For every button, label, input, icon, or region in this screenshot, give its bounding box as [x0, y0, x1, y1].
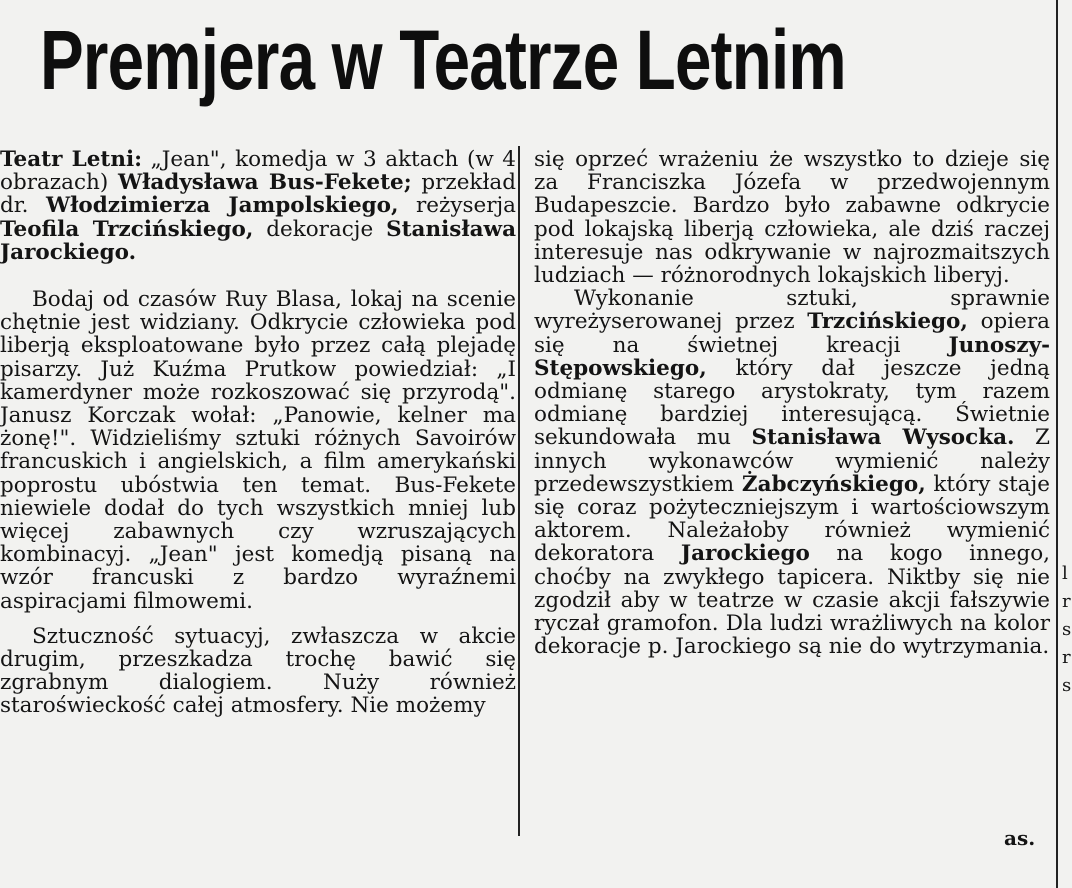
body-paragraph: Sztuczność sytuacyj, zwłaszcza w akcie drugim, przeszkadza trochę bawić się zgrabnym dialogiem. Nuży również staroświeckość całej atmosfery. Nie możemy	[0, 623, 516, 719]
author-signature: as.	[1004, 826, 1036, 850]
left-column	[0, 148, 516, 718]
headline: Premjera w Teatrze Letnim	[40, 13, 846, 107]
body-paragraph: Wykonanie sztuki, sprawnie wyreżyserowanej przez Trzcińskiego, opiera się na świetnej kreacji Junoszy-Stępowskiego, który dał jeszcze jedną odmianę starego arystokraty, tym razem odmianę bardziej interesującą. Świetnie sekundowała mu Stanisława Wysocka. Z innych wykonawców wymienić należy przedewszystkiem Żabczyńskiego, który staje się coraz pożyteczniejszym i wartościowszym aktorem. Należałoby również wymienić dekoratora Jarockiego na kogo innego, choćby na zwykłego tapicera. Niktby się nie zgodził aby w teatrze w czasie akcji fałszywie ryczał gramofon. Dla ludzi wrażliwych na kolor dekoracje p. Jarockiego są nie do wytrzymania.	[534, 286, 1051, 660]
page-edge-rule	[1056, 0, 1058, 888]
translator-name: Włodzimierza Jampolskiego,	[46, 193, 399, 219]
body-paragraph: się oprzeć wrażeniu że wszystko to dzieje się za Franciszka Józefa w przedwojennym Budapeszcie. Bardzo było zabawne odkrycie pod lokajską liberją człowieka, ale dziś raczej interesuje nas odkrywanie w najrozmaitszych ludziach — różnorodnych lokajskich liberyj.	[534, 147, 1050, 289]
column-divider	[518, 146, 520, 836]
theatre-name: Teatr Letni:	[0, 147, 143, 172]
adjacent-column-fragment: l r s r s	[1062, 563, 1072, 696]
lead-credits: Teatr Letni: „Jean", komedja w 3 aktach (w 4 obrazach) Władysława Bus-Fekete; przekład dr. Włodzimierza Jampolskiego, reżyserja Teofila Trzcińskiego, dekoracje Stanisława Jarockiego.	[0, 147, 517, 265]
right-column	[534, 148, 1050, 658]
body-paragraph: Bodaj od czasów Ruy Blasa, lokaj na scenie chętnie jest widziany. Odkrycie człowieka pod liberją eksploatowane było przez całą plejadę pisarzy. Już Kuźma Prutkow powiedział: „I kamerdyner może rozkoszować się przyrodą". Janusz Korczak wołał: „Panowie, kelner ma żonę!". Widzieliśmy sztuki różnych Savoirów francuskich i angielskich, a film amerykański poprostu ubóstwia ten temat. Bus-Fekete niewiele dodał do tych wszystkich mniej lub więcej zabawnych czy wzruszających kombinacyj. „Jean" jest komedją pisaną na wzór francuski z bardzo wyraźnemi aspiracjami filmowemi.	[0, 287, 516, 614]
author-name: Władysława Bus-Fekete;	[117, 170, 412, 196]
director-name: Teofila Trzcińskiego,	[0, 216, 254, 242]
designer-name: Stanisława Jarockiego.	[0, 216, 516, 265]
